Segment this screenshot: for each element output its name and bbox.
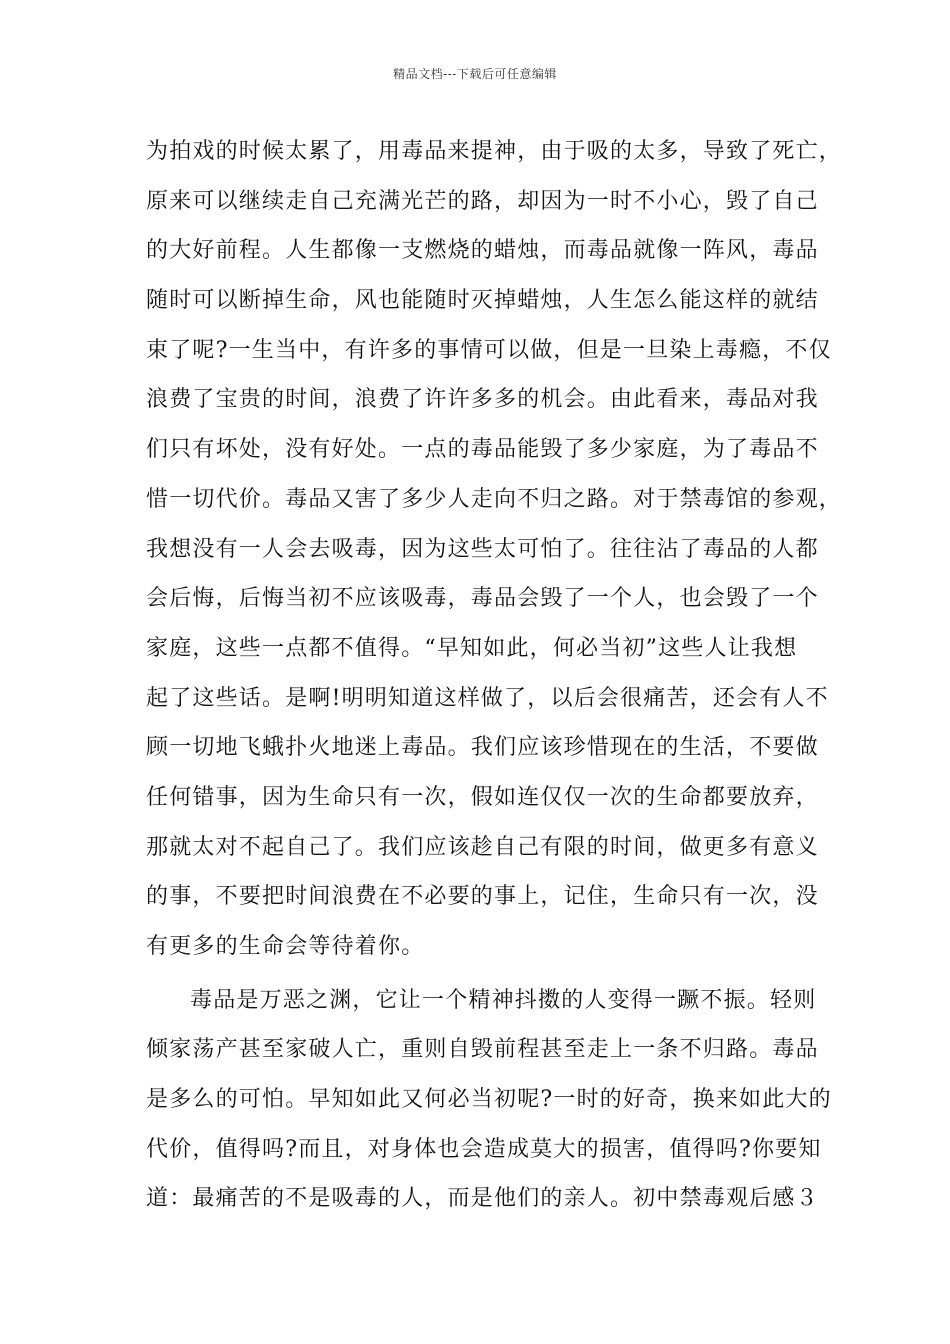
- text-line: 的大好前程。人生都像一支燃烧的蜡烛，而毒品就像一阵风，毒品: [146, 238, 819, 264]
- text-line: 束了呢?一生当中，有许多的事情可以做，但是一旦染上毒瘾，不仅: [146, 337, 832, 363]
- text-line: 惜一切代价。毒品又害了多少人走向不归之路。对于禁毒馆的参观，: [146, 486, 843, 512]
- text-line: 为拍戏的时候太累了，用毒品来提神，由于吸的太多，导致了死亡，: [146, 139, 843, 164]
- text-line: 顾一切地飞蛾扑火地迷上毒品。我们应该珍惜现在的生活，不要做: [146, 735, 819, 761]
- text-line: 们只有坏处，没有好处。一点的毒品能毁了多少家庭，为了毒品不: [146, 437, 819, 463]
- text-line: 任何错事，因为生命只有一次，假如连仅仅一次的生命都要放弃，: [146, 784, 819, 810]
- text-line: 毒品是万恶之渊，它让一个精神抖擞的人变得一蹶不振。轻则: [190, 987, 817, 1013]
- text-line: 道：最痛苦的不是吸毒的人，而是他们的亲人。初中禁毒观后感３: [146, 1186, 819, 1212]
- page-header: 精品文档---下载后可任意编辑: [393, 67, 557, 81]
- text-line: 会后悔，后悔当初不应该吸毒，毒品会毁了一个人，也会毁了一个: [146, 586, 819, 612]
- text-line: 代价，值得吗?而且，对身体也会造成莫大的损害，值得吗?你要知: [146, 1136, 822, 1162]
- text-line: 我想没有一人会去吸毒，因为这些太可怕了。往往沾了毒品的人都: [146, 536, 819, 562]
- text-line: 是多么的可怕。早知如此又何必当初呢?一时的好奇，换来如此大的: [146, 1087, 832, 1113]
- text-line: 那就太对不起自己了。我们应该趁自己有限的时间，做更多有意义: [146, 834, 819, 860]
- text-line: 浪费了宝贵的时间，浪费了许许多多的机会。由此看来，毒品对我: [146, 387, 819, 413]
- text-line: 起了这些话。是啊!明明知道这样做了，以后会很痛苦，还会有人不: [146, 685, 829, 711]
- paragraph-1: [146, 127, 843, 972]
- text-line: 家庭，这些一点都不值得。“早知如此，何必当初”这些人让我想: [146, 635, 798, 661]
- text-line: 原来可以继续走自己充满光芒的路，却因为一时不小心，毁了自己: [146, 188, 819, 214]
- document-body: [146, 127, 843, 1224]
- text-line: 随时可以断掉生命，风也能随时灭掉蜡烛，人生怎么能这样的就结: [146, 288, 819, 314]
- text-line: 的事，不要把时间浪费在不必要的事上，记住，生命只有一次，没: [146, 884, 819, 910]
- text-line: 有更多的生命会等待着你。: [146, 934, 425, 959]
- text-line: 倾家荡产甚至家破人亡，重则自毁前程甚至走上一条不归路。毒品: [146, 1037, 819, 1063]
- paragraph-2: [146, 976, 832, 1224]
